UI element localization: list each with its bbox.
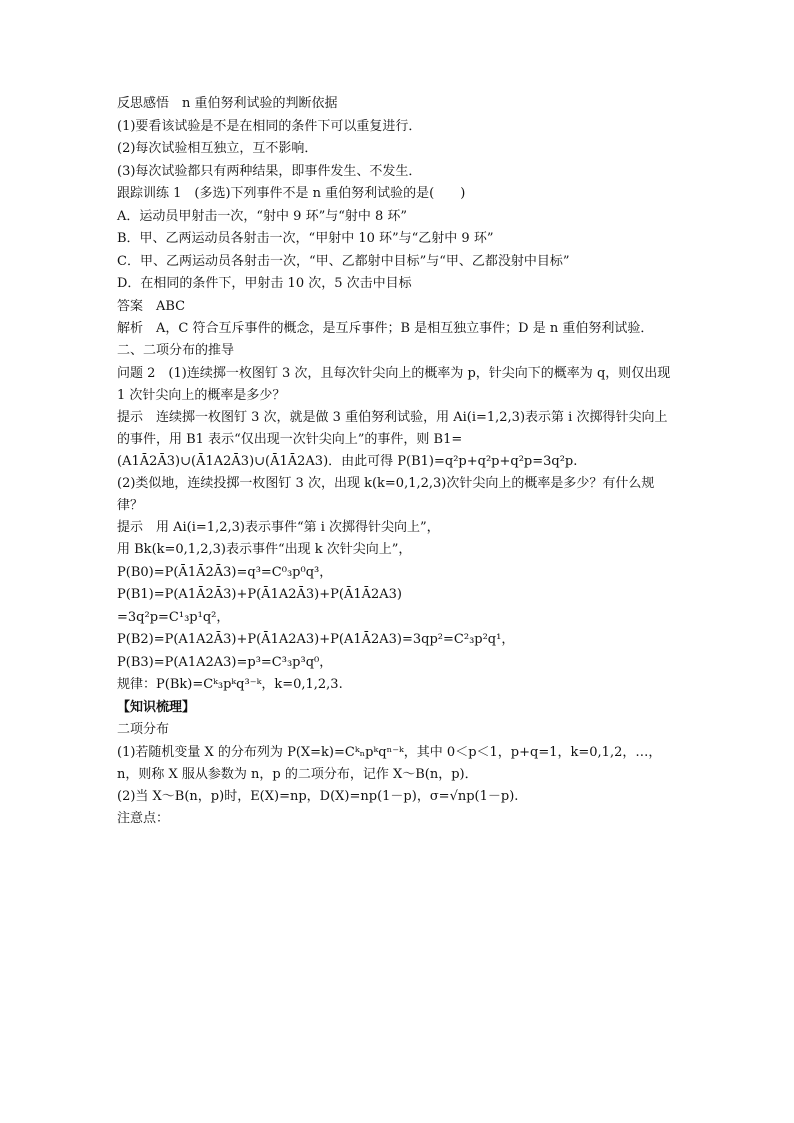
option-d: D．在相同的条件下，甲射击 10 次，5 次击中目标	[117, 276, 412, 291]
formula-pb3: P(B3)=P(A1A2A3)=p³=C³₃p³q⁰，	[117, 654, 333, 670]
rule: 规律：P(Bk)=Cᵏ₃pᵏq³⁻ᵏ，k=0,1,2,3.	[117, 677, 343, 692]
binomial-definition: (1)若随机变量 X 的分布列为 P(X=k)=Cᵏₙpᵏqⁿ⁻ᵏ，其中 0＜p＜1，p+q=1，k=0,1,2，…，n，则称 X 服从参数为 n，p 的二项分布，记作 X～B(n，p)．	[117, 744, 662, 782]
option-a: A．运动员甲射击一次，“射中 9 环”与“射中 8 环”	[117, 208, 408, 224]
option-c: C．甲、乙两运动员各射击一次，“甲、乙都射中目标”与“甲、乙都没射中目标”	[117, 253, 570, 269]
problem-2-part-2: (2)类似地，连续投掷一枚图钉 3 次，出现 k(k=0,1,2,3)次针尖向上的概率是多少？有什么规律？	[117, 475, 655, 513]
binomial-distribution-title: 二项分布	[117, 722, 170, 737]
document-page	[117, 93, 677, 831]
formula-pb1-result: =3q²p=C¹₃p¹q²，	[117, 609, 230, 625]
problem-2-part-1: 问题 2 (1)连续掷一枚图钉 3 次，且每次针尖向上的概率为 p，针尖向下的概率为 q，则仅出现 1 次针尖向上的概率是多少？	[117, 365, 671, 403]
criterion-1: (1)要看该试验是不是在相同的条件下可以重复进行．	[117, 118, 422, 134]
knowledge-summary-heading: 【知识梳理】	[117, 699, 196, 715]
hint-1: 提示 连续掷一枚图钉 3 次，就是做 3 重伯努利试验，用 Ai(i=1,2,3)表示第 i 次掷得针尖向上的事件，用 B1 表示“仅出现一次针尖向上”的事件，则 B1=(A1Ā2Ā3)∪(Ā1A2Ā3)∪(Ā1Ā2A3)．由此可得 P(B1)=q²p+q²p+q²p=3q²p.	[117, 409, 668, 469]
formula-pb1: P(B1)=P(A1Ā2Ā3)+P(Ā1A2Ā3)+P(Ā1Ā2A3)	[117, 587, 402, 602]
analysis: 解析 A，C 符合互斥事件的概念，是互斥事件；B 是相互独立事件；D 是 n 重伯努利试验．	[117, 321, 654, 336]
criterion-3: (3)每次试验都只有两种结果，即事件发生、不发生．	[117, 163, 422, 179]
exercise-question: 跟踪训练 1 (多选)下列事件不是 n 重伯努利试验的是( )	[117, 186, 466, 201]
section-heading-reflection: 反思感悟 n 重伯努利试验的判断依据	[117, 96, 338, 111]
hint-2-intro: 提示 用 Ai(i=1,2,3)表示事件“第 i 次掷得针尖向上”，	[117, 519, 440, 535]
hint-2-define-bk: 用 Bk(k=0,1,2,3)表示事件“出现 k 次针尖向上”，	[117, 542, 412, 557]
binomial-expectation-variance: (2)当 X～B(n，p)时，E(X)=np，D(X)=np(1－p)，σ=√np(1－p).	[117, 788, 519, 804]
notes-label: 注意点：	[117, 811, 170, 826]
formula-pb0: P(B0)=P(Ā1Ā2Ā3)=q³=C⁰₃p⁰q³，	[117, 564, 333, 580]
formula-pb2: P(B2)=P(A1A2Ā3)+P(Ā1A2A3)+P(A1Ā2A3)=3qp²=C²₃p²q¹，	[117, 632, 515, 647]
option-b: B．甲、乙两运动员各射击一次，“甲射中 10 环”与“乙射中 9 环”	[117, 231, 494, 246]
answer: 答案 ABC	[117, 298, 186, 314]
section-title-binomial-derivation: 二、二项分布的推导	[117, 343, 235, 358]
criterion-2: (2)每次试验相互独立，互不影响．	[117, 141, 318, 156]
